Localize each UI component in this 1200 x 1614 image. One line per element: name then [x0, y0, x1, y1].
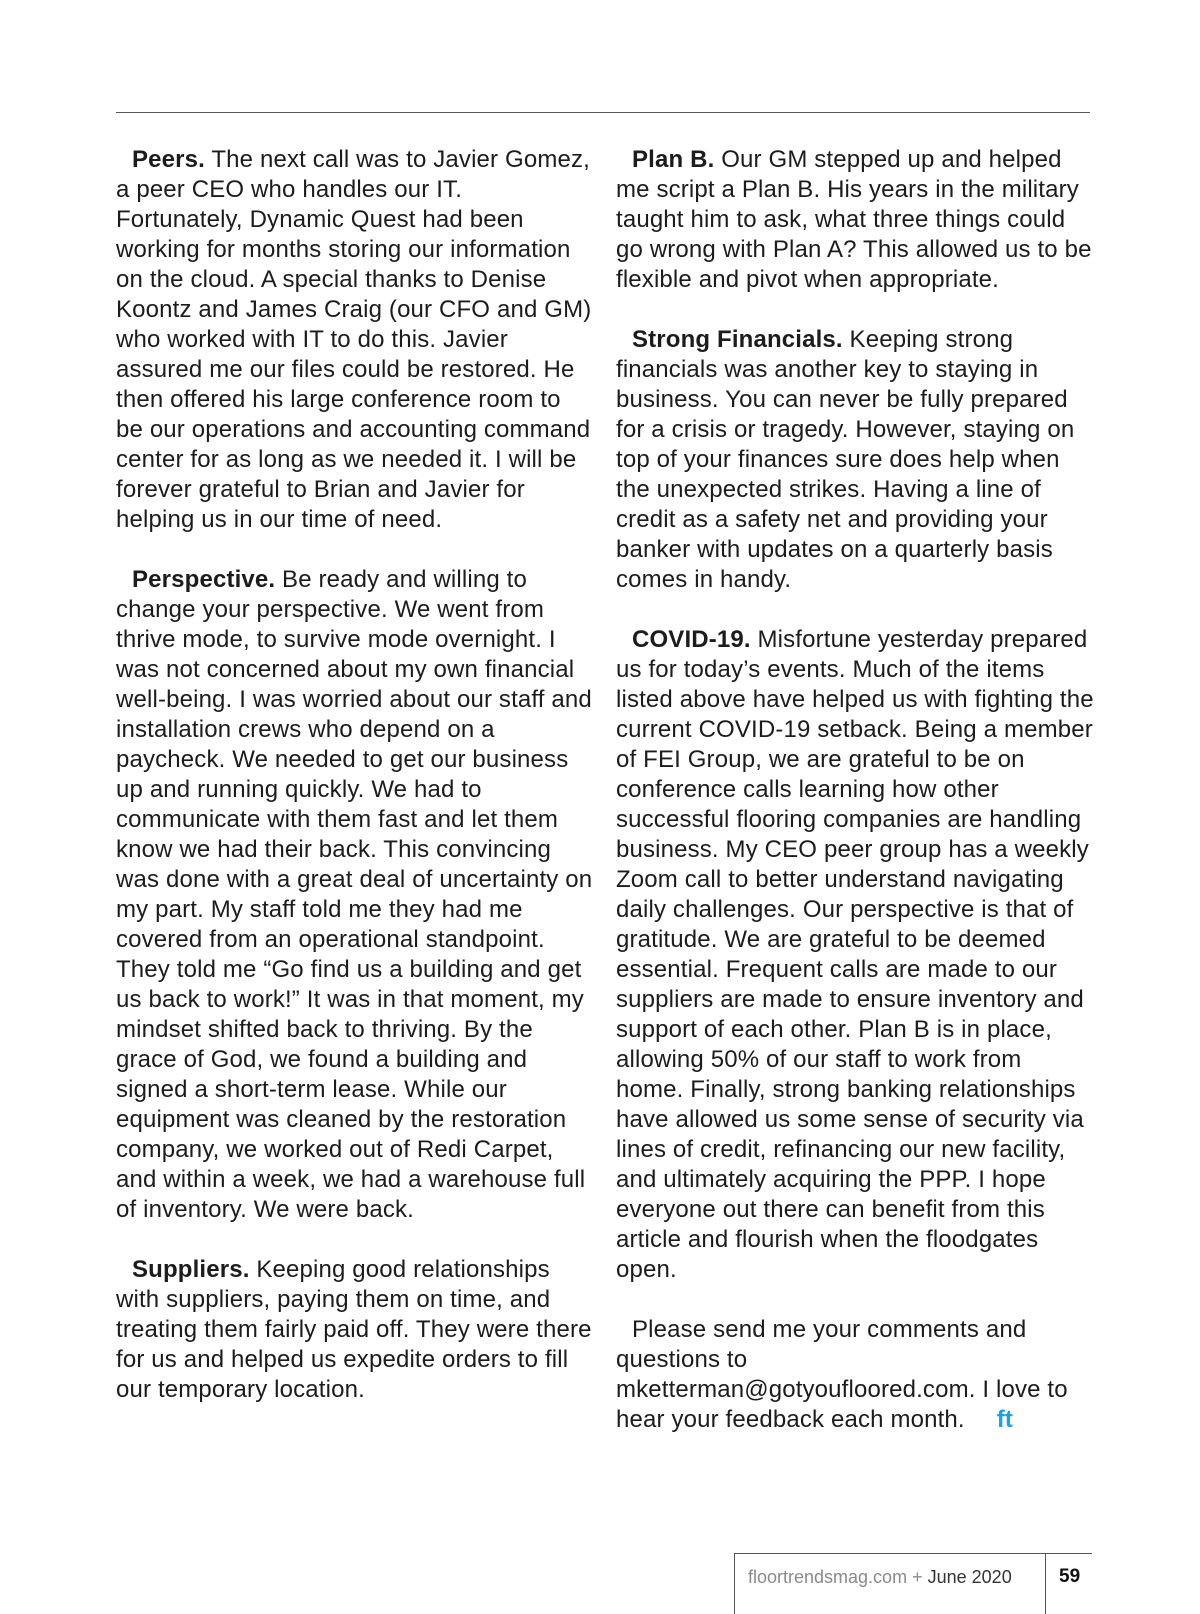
top-rule — [116, 112, 1090, 113]
paragraph-perspective — [116, 565, 594, 1225]
paragraph-lead: Perspective. — [132, 566, 276, 593]
paragraph-text: The next call was to Javier Gomez, a peer CEO who handles our IT. Fortunately, Dynamic Quest had been working for months storing our information on the cloud. A special thanks to Denise Koontz and James Craig (our CFO and GM) who worked with IT to do this. Javier assured me our files could be restored. He then offered his large conference room to be our operations and accounting command center for as long as we needed it. I will be forever grateful to Brian and Javier for helping us in our time of need. — [116, 146, 592, 533]
paragraph-text: Our GM stepped up and helped me script a Plan B. His years in the military taught him to ask, what three things could go wrong with Plan A? This allowed us to be flexible and pivot when appropriate. — [616, 146, 1092, 293]
paragraph-covid-19 — [616, 625, 1094, 1285]
paragraph-text: Keeping strong financials was another key to staying in business. You can never be fully prepared for a crisis or tragedy. However, staying on top of your finances sure does help when the unexpected strikes. Having a line of credit as a safety net and providing your banker with updates on a quarterly basis comes in handy. — [616, 326, 1075, 593]
paragraph-plan-b — [616, 145, 1094, 295]
right-column — [616, 145, 1094, 1435]
paragraph-suppliers — [116, 1255, 594, 1405]
paragraph-text: Be ready and willing to change your perspective. We went from thrive mode, to survive mode overnight. I was not concerned about my own financial well-being. I was worried about our staff and installation crews who depend on a paycheck. We needed to get our business up and running quickly. We had to communicate with them fast and let them know we had their back. This convincing was done with a great deal of uncertainty on my part. My staff told me they had me covered from an operational standpoint. They told me “Go find us a building and get us back to work!” It was in that moment, my mindset shifted back to thriving. By the grace of God, we found a building and signed a short-term lease. While our equipment was cleaned by the restoration company, we worked out of Redi Carpet, and within a week, we had a warehouse full of inventory. We were back. — [116, 566, 593, 1223]
paragraph-strong-financials — [616, 325, 1094, 595]
ft-end-mark: ft — [996, 1406, 1014, 1433]
paragraph-closing — [616, 1315, 1094, 1435]
page-footer — [734, 1553, 1092, 1614]
paragraph-peers — [116, 145, 594, 535]
paragraph-lead: COVID-19. — [632, 626, 751, 653]
footer-site: floortrendsmag.com — [748, 1567, 908, 1587]
footer-separator: + — [912, 1567, 923, 1587]
left-column — [116, 145, 594, 1405]
footer-divider — [1045, 1554, 1046, 1614]
paragraph-lead: Strong Financials. — [632, 326, 843, 353]
paragraph-text: Keeping good relationships with suppliers, paying them on time, and treating them fairly paid off. They were there for us and helped us expedite orders to fill our temporary location. — [116, 1256, 592, 1403]
paragraph-lead: Suppliers. — [132, 1256, 250, 1283]
paragraph-text: Misfortune yesterday prepared us for today’s events. Much of the items listed above have helped us with fighting the current COVID-19 setback. Being a member of FEI Group, we are grateful to be on conference calls learning how other successful flooring companies are handling business. My CEO peer group has a weekly Zoom call to better understand navigating daily challenges. Our perspective is that of gratitude. We are grateful to be deemed essential. Frequent calls are made to our suppliers are made to ensure inventory and support of each other. Plan B is in place, allowing 50% of our staff to work from home. Finally, strong banking relationships have allowed us some sense of security via lines of credit, refinancing our new facility, and ultimately acquiring the PPP. I hope everyone out there can benefit from this article and flourish when the floodgates open. — [616, 626, 1094, 1283]
footer-credit — [748, 1567, 1012, 1588]
paragraph-text: Please send me your comments and questions to mketterman@gotyoufloored.com. I love to hear your feedback each month. — [616, 1316, 1068, 1433]
page-number: 59 — [1059, 1566, 1081, 1587]
paragraph-lead: Peers. — [132, 146, 205, 173]
footer-date: June 2020 — [927, 1567, 1012, 1587]
paragraph-lead: Plan B. — [632, 146, 715, 173]
